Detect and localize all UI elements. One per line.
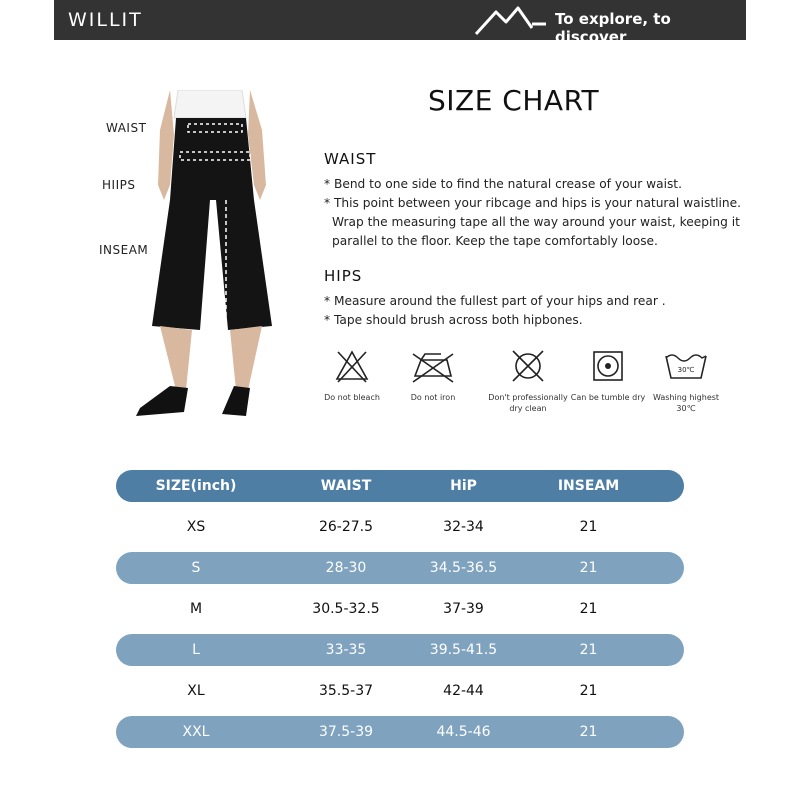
care-label: Can be tumble dry [570,393,646,402]
care-no-iron [393,348,473,403]
washing-30-icon [663,348,709,384]
table-row [116,552,684,584]
no-dry-clean-icon [510,348,546,384]
hip-cell: 42-44 [443,683,484,699]
table-header [116,470,684,502]
waist-line-2: * This point between your ribcage and hips is your natural waistline. [324,196,741,210]
hip-cell: 44.5-46 [436,724,491,740]
wash-temp-label: 30℃ [677,366,695,374]
care-tumble-dry [568,348,648,403]
waist-cell: 35.5-37 [318,683,374,699]
inseam-cell: 21 [579,601,598,617]
model-label-inseam: INSEAM [99,243,149,257]
tumble-dry-icon [590,348,626,384]
table-row [116,716,684,748]
model-label-hips: HIIPS [102,178,136,192]
care-label: Washing highest 30℃ [652,393,720,413]
waist-cell: 33-35 [325,642,367,658]
header-hip: HiP [450,478,477,494]
care-no-dry-clean [488,348,568,414]
waist-heading: WAIST [324,150,377,168]
care-label: Do not bleach [324,393,380,402]
care-washing-30 [646,348,726,414]
brand-logo: WILLIT [68,9,143,31]
waist-cell: 30.5-32.5 [312,601,380,617]
header-inseam: INSEAM [557,478,620,494]
tagline: To explore, to discover [555,10,671,46]
hip-cell: 32-34 [443,519,484,535]
waist-line-3: Wrap the measuring tape all the way around your waist, keeping it [332,215,740,229]
hip-cell: 37-39 [443,601,484,617]
hips-heading: HIPS [324,267,363,285]
size-cell: L [192,642,200,658]
size-cell: XS [186,519,206,535]
table-row [116,634,684,666]
header-size: SIZE(inch) [155,478,237,494]
size-chart-title: SIZE CHART [428,84,600,117]
inseam-cell: 21 [579,683,598,699]
inseam-cell: 21 [579,519,598,535]
hip-cell: 39.5-41.5 [429,642,498,658]
size-cell: S [191,560,201,576]
size-cell: XL [187,683,205,699]
care-no-bleach [312,348,392,403]
inseam-cell: 21 [579,724,598,740]
top-banner [54,0,746,46]
care-label: Don't professionally dry clean [488,393,568,413]
hip-cell: 34.5-36.5 [429,560,498,576]
no-iron-icon [407,348,459,384]
header-waist: WAIST [320,478,372,494]
hips-line-1: * Measure around the fullest part of your hips and rear . [324,294,666,308]
waist-cell: 37.5-39 [318,724,374,740]
inseam-cell: 21 [579,560,598,576]
waist-line-4: parallel to the floor. Keep the tape comfortably loose. [332,234,658,248]
care-label: Do not iron [410,393,456,402]
size-cell: XXL [182,724,210,740]
table-row [116,675,684,707]
table-row [116,511,684,543]
waist-cell: 26-27.5 [318,519,374,535]
model-illustration [130,90,290,420]
table-row [116,593,684,625]
no-bleach-icon [334,348,370,384]
waist-line-1: * Bend to one side to find the natural crease of your waist. [324,177,682,191]
hips-line-2: * Tape should brush across both hipbones. [324,313,583,327]
waist-cell: 28-30 [325,560,367,576]
size-cell: M [189,601,203,617]
model-label-waist: WAIST [106,121,147,135]
inseam-cell: 21 [579,642,598,658]
